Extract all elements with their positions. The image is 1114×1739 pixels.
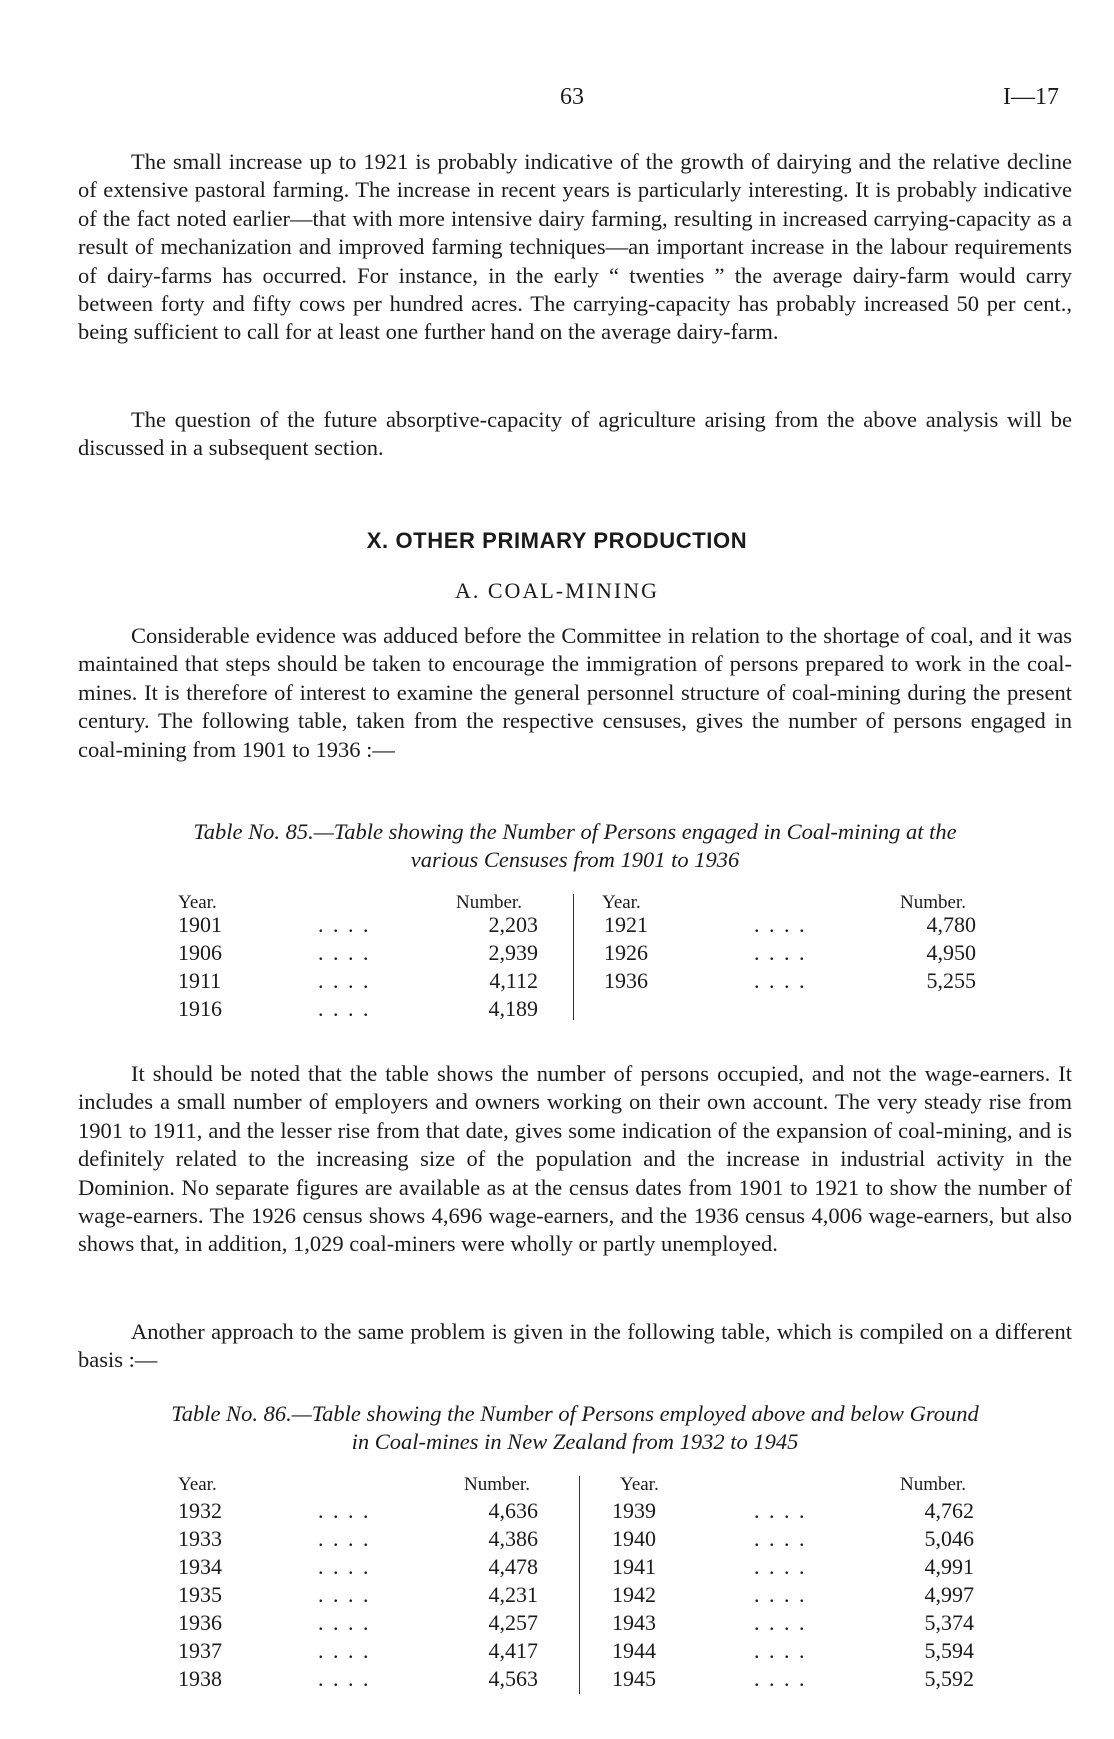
number-cell: 4,991: [924, 1554, 974, 1579]
year-cell: 1935: [178, 1582, 222, 1607]
table-86-caption-line2: in Coal-mines in New Zealand from 1932 to 1945: [351, 1429, 799, 1455]
number-cell: 4,112: [489, 968, 538, 993]
leader-dots: . . . .: [318, 1638, 371, 1663]
table-86-number-header: Number.: [464, 1474, 530, 1495]
table-row: [178, 912, 538, 940]
leader-dots: . . . .: [318, 996, 371, 1021]
number-cell: 4,950: [926, 940, 976, 965]
number-cell: 5,374: [924, 1610, 974, 1635]
table-row: [612, 1526, 974, 1554]
leader-dots: . . . .: [754, 968, 807, 993]
table-row: [178, 1498, 538, 1526]
number-cell: 5,255: [926, 968, 976, 993]
year-cell: 1939: [612, 1498, 656, 1523]
table-row: [612, 1498, 974, 1526]
table-row: [604, 940, 976, 968]
leader-dots: . . . .: [754, 1498, 807, 1523]
table-row: [604, 968, 976, 996]
leader-dots: . . . .: [754, 1554, 807, 1579]
year-cell: 1936: [604, 968, 648, 993]
year-cell: 1938: [178, 1666, 222, 1691]
leader-dots: . . . .: [754, 1638, 807, 1663]
number-cell: 4,563: [488, 1666, 538, 1691]
year-cell: 1934: [178, 1554, 222, 1579]
page-number: 63: [560, 84, 584, 110]
number-cell: 2,939: [488, 940, 538, 965]
number-cell: 4,636: [488, 1498, 538, 1523]
year-cell: 1940: [612, 1526, 656, 1551]
table-85-caption-line2: various Censuses from 1901 to 1936: [410, 847, 740, 873]
leader-dots: . . . .: [318, 1498, 371, 1523]
table-row: [178, 996, 538, 1024]
leader-dots: . . . .: [318, 1610, 371, 1635]
table-85-year-header: Year.: [178, 892, 217, 913]
year-cell: 1945: [612, 1666, 656, 1691]
year-cell: 1936: [178, 1610, 222, 1635]
table-85-divider: [573, 894, 574, 1020]
leader-dots: . . . .: [318, 940, 371, 965]
paragraph-coal-shortage: Considerable evidence was adduced before the Committee in relation to the shortage of coal, and it was maintained that steps should be taken to encourage the immigration of persons prepared to work in the coal-mines. It is therefore of interest to examine the general personnel structure of coal-mining during the present century. The following table, taken from the respective censuses, gives the number of persons engaged in coal-mining from 1901 to 1936 :—: [78, 623, 1072, 762]
year-cell: 1943: [612, 1610, 656, 1635]
leader-dots: . . . .: [318, 1554, 371, 1579]
leader-dots: . . . .: [754, 912, 807, 937]
leader-dots: . . . .: [754, 1610, 807, 1635]
table-row: [612, 1582, 974, 1610]
paragraph-dairy-labour: The small increase up to 1921 is probably indicative of the growth of dairying and the relative decline of extensive pastoral farming. The increase in recent years is particularly interesting. It is probably indicative of the fact noted earlier—that with more intensive dairy farming, resulting in increased carrying-capacity as a result of mechanization and improved farming techniques—an important increase in the labour requirements of dairy-farms has occurred. For instance, in the early “ twenties ” the average dairy-farm would carry between forty and fifty cows per hundred acres. The carrying-capacity has probably increased 50 per cent., being sufficient to call for at least one further hand on the average dairy-farm.: [78, 149, 1072, 345]
leader-dots: . . . .: [754, 1582, 807, 1607]
table-row: [178, 1554, 538, 1582]
table-row: [178, 1666, 538, 1694]
number-cell: 4,386: [488, 1526, 538, 1551]
leader-dots: . . . .: [318, 968, 371, 993]
year-cell: 1937: [178, 1638, 222, 1663]
leader-dots: . . . .: [318, 1582, 371, 1607]
leader-dots: . . . .: [318, 912, 371, 937]
table-85-year-header-right: Year.: [602, 892, 641, 913]
leader-dots: . . . .: [318, 1666, 371, 1691]
table-row: [612, 1666, 974, 1694]
table-row: [178, 1526, 538, 1554]
table-row: [178, 1638, 538, 1666]
number-cell: 4,417: [488, 1638, 538, 1663]
table-row: [178, 1582, 538, 1610]
table-row: [612, 1554, 974, 1582]
table-85: [178, 892, 998, 1032]
number-cell: 5,046: [924, 1526, 974, 1551]
number-cell: 4,478: [488, 1554, 538, 1579]
year-cell: 1921: [604, 912, 648, 937]
table-86-divider: [579, 1476, 580, 1694]
leader-dots: . . . .: [754, 1526, 807, 1551]
subsection-title: A. COAL-MINING: [455, 578, 659, 603]
number-cell: 4,257: [488, 1610, 538, 1635]
table-row: [612, 1610, 974, 1638]
year-cell: 1906: [178, 940, 222, 965]
section-reference: I—17: [1003, 84, 1059, 110]
table-85-caption: [78, 818, 1072, 875]
number-cell: 4,780: [926, 912, 976, 937]
table-row: [178, 1610, 538, 1638]
table-row: [178, 940, 538, 968]
number-cell: 4,762: [924, 1498, 974, 1523]
paragraph-another-approach: Another approach to the same problem is given in the following table, which is compiled on a different basis :—: [78, 1319, 1072, 1373]
table-85-number-header: Number.: [456, 892, 522, 913]
year-cell: 1916: [178, 996, 222, 1021]
table-row: [178, 968, 538, 996]
table-85-caption-line1: Table No. 85.—Table showing the Number of Persons engaged in Coal-mining at the: [193, 819, 957, 844]
table-85-number-header-right: Number.: [900, 892, 966, 913]
year-cell: 1933: [178, 1526, 222, 1551]
paragraph-wage-earners: It should be noted that the table shows the number of persons occupied, and not the wage-earners. It includes a small number of employers and owners working on their own account. The very steady rise from 1901 to 1911, and the lesser rise from that date, gives some indication of the expansion of coal-mining, and is definitely related to the increasing size of the population and the increase in industrial activity in the Dominion. No separate figures are available as at the census dates from 1901 to 1921 to show the number of wage-earners. The 1926 census shows 4,696 wage-earners, and the 1936 census 4,006 wage-earners, but also shows that, in addition, 1,029 coal-miners were wholly or partly unemployed.: [78, 1061, 1072, 1257]
leader-dots: . . . .: [754, 940, 807, 965]
number-cell: 5,594: [924, 1638, 974, 1663]
table-86: [178, 1474, 998, 1704]
year-cell: 1941: [612, 1554, 656, 1579]
paragraph-absorptive-capacity: The question of the future absorptive-capacity of agriculture arising from the above analysis will be discussed in a subsequent section.: [78, 407, 1072, 461]
table-row: [612, 1638, 974, 1666]
leader-dots: . . . .: [318, 1526, 371, 1551]
section-title: X. OTHER PRIMARY PRODUCTION: [366, 528, 748, 553]
table-row: [604, 912, 976, 940]
number-cell: 4,231: [488, 1582, 538, 1607]
number-cell: 4,189: [488, 996, 538, 1021]
table-86-year-header-right: Year.: [620, 1474, 659, 1495]
table-86-number-header-right: Number.: [900, 1474, 966, 1495]
number-cell: 5,592: [924, 1666, 974, 1691]
year-cell: 1901: [178, 912, 222, 937]
year-cell: 1932: [178, 1498, 222, 1523]
leader-dots: . . . .: [754, 1666, 807, 1691]
year-cell: 1911: [178, 968, 222, 993]
year-cell: 1942: [612, 1582, 656, 1607]
number-cell: 4,997: [924, 1582, 974, 1607]
year-cell: 1944: [612, 1638, 656, 1663]
year-cell: 1926: [604, 940, 648, 965]
table-86-caption: [78, 1400, 1072, 1457]
table-86-year-header: Year.: [178, 1474, 217, 1495]
table-86-caption-line1: Table No. 86.—Table showing the Number of Persons employed above and below Ground: [171, 1401, 979, 1426]
number-cell: 2,203: [488, 912, 538, 937]
